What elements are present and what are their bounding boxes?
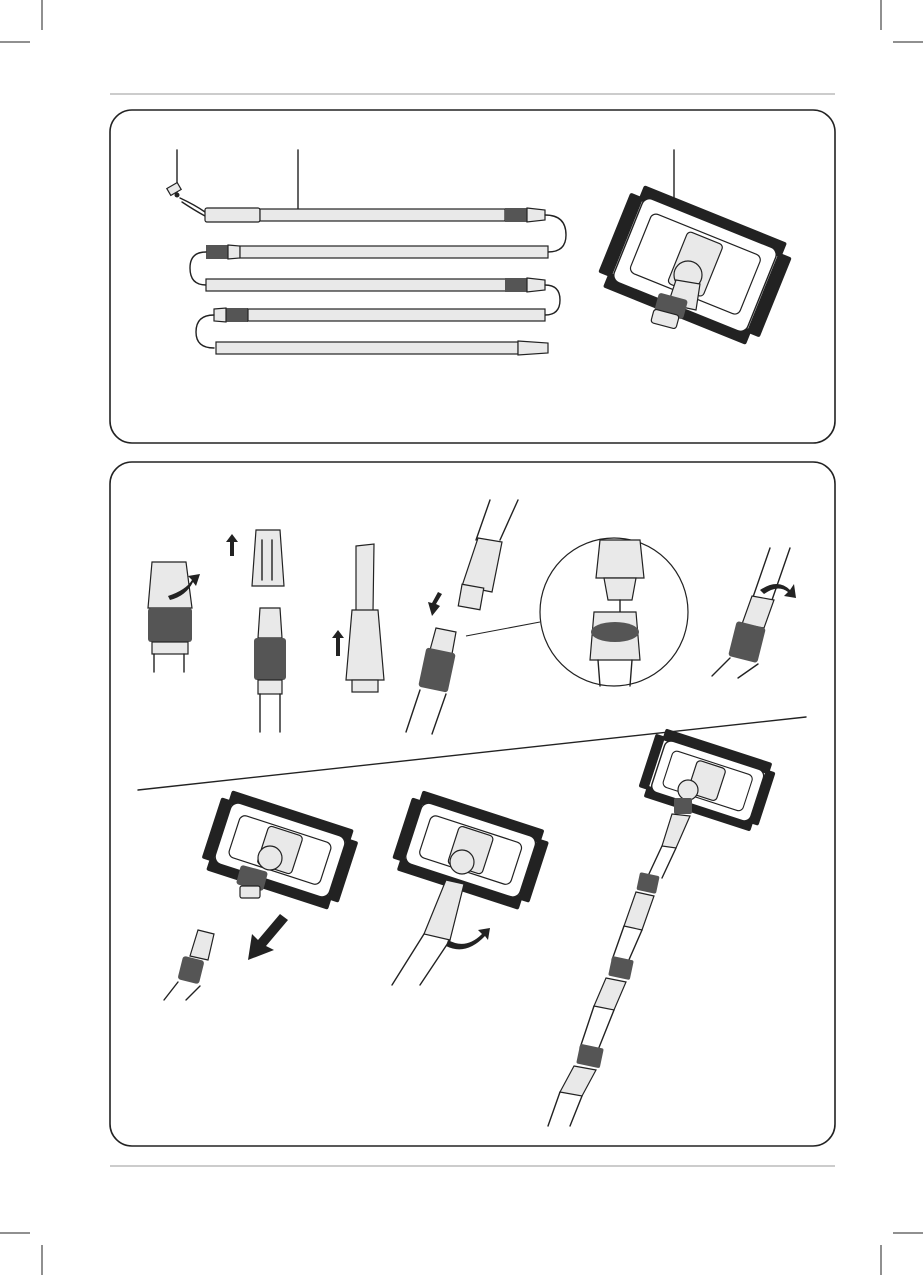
magnifier-circle-icon bbox=[540, 538, 688, 686]
